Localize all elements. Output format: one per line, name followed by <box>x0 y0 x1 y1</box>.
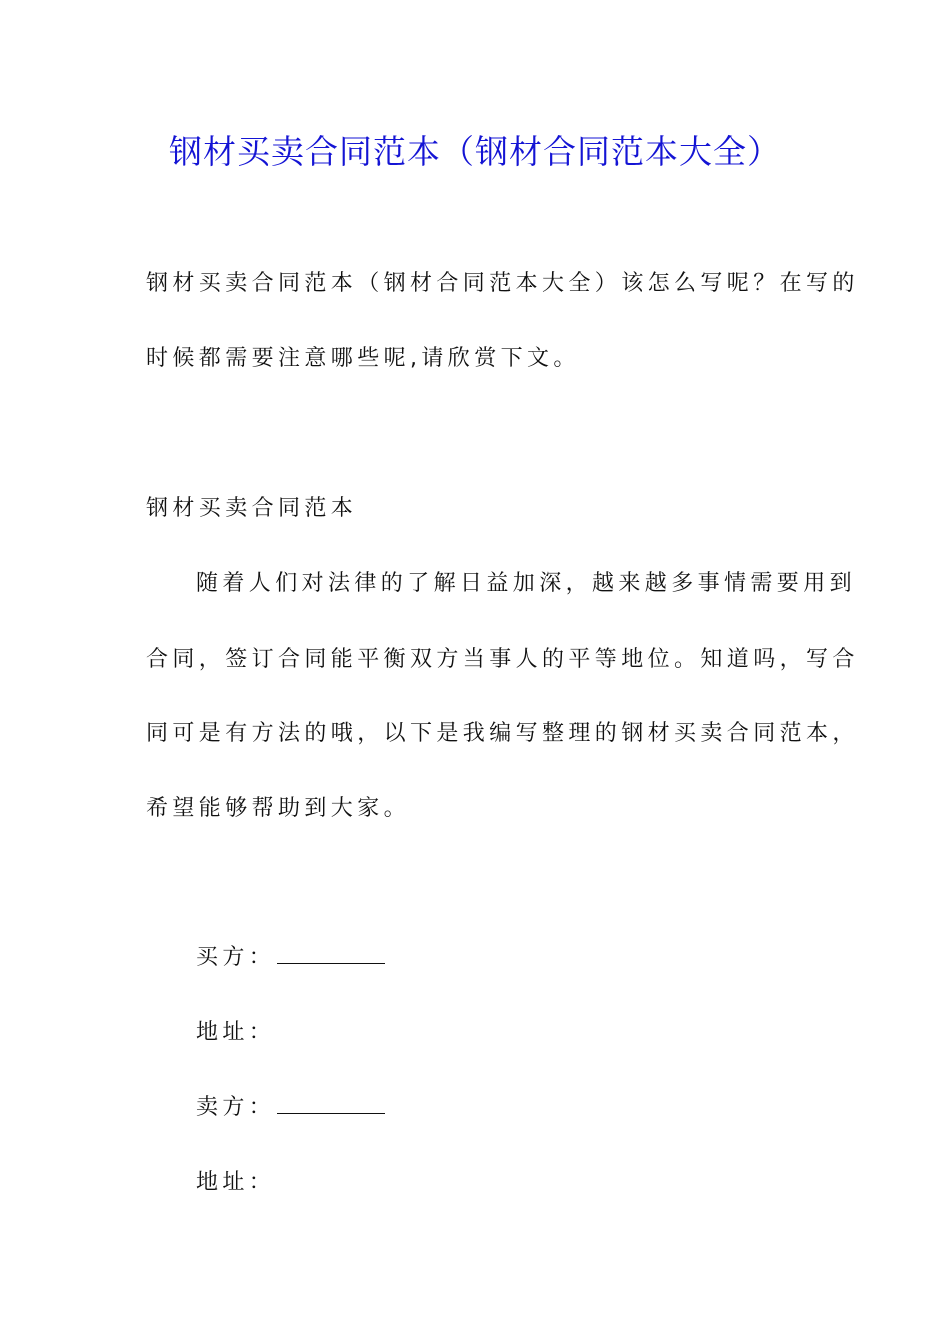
section-heading: 钢材买卖合同范本 <box>146 496 358 521</box>
paragraph-line-3: 同可是有方法的哦，以下是我编写整理的钢材买卖合同范本， <box>146 721 859 746</box>
seller-address-label: 地址： <box>196 1170 276 1195</box>
intro-line-2: 时候都需要注意哪些呢,请欣赏下文。 <box>146 346 580 371</box>
paragraph-line-4: 希望能够帮助到大家。 <box>146 796 411 821</box>
seller-blank-line <box>277 1093 385 1114</box>
buyer-label: 买方： <box>196 945 276 970</box>
seller-label: 卖方： <box>196 1095 276 1120</box>
paragraph-line-2: 合同，签订合同能平衡双方当事人的平等地位。知道吗，写合 <box>146 647 859 672</box>
paragraph-line-1: 随着人们对法律的了解日益加深，越来越多事情需要用到 <box>196 571 857 596</box>
seller-field <box>196 1093 385 1123</box>
buyer-blank-line <box>277 943 385 964</box>
buyer-address-field <box>196 1018 275 1048</box>
buyer-address-label: 地址： <box>196 1020 276 1045</box>
buyer-field <box>196 943 385 973</box>
intro-line-1: 钢材买卖合同范本（钢材合同范本大全）该怎么写呢？在写的 <box>146 271 859 296</box>
document-title: 钢材买卖合同范本（钢材合同范本大全） <box>169 132 781 171</box>
seller-address-field <box>196 1168 275 1198</box>
